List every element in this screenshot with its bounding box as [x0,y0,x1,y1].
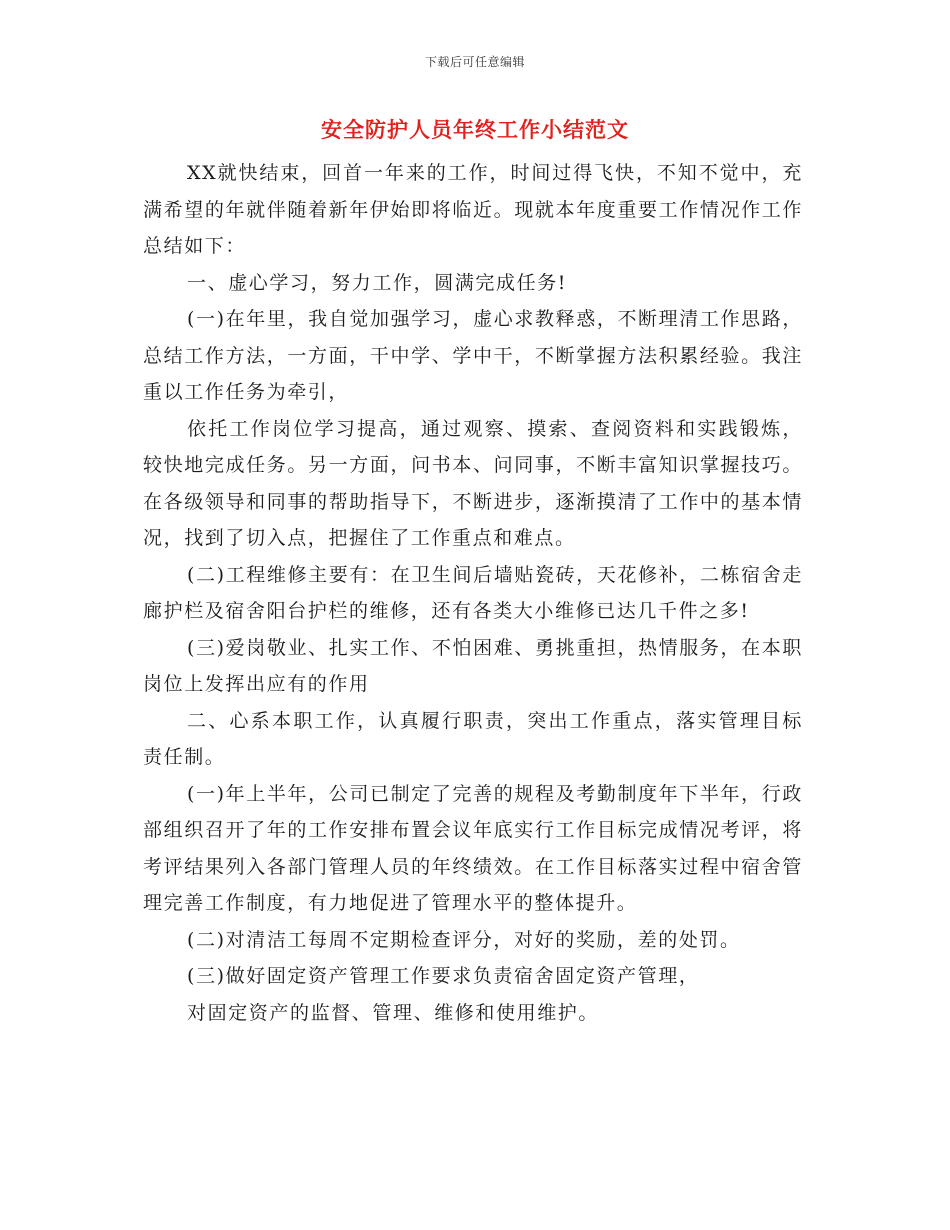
paragraph-1-3: (三)爱岗敬业、扎实工作、不怕困难、勇挑重担，热情服务，在本职岗位上发挥出应有的作用 [143,636,803,695]
paragraph-1-1: (一)在年里，我自觉加强学习，虚心求教释惑，不断理清工作思路，总结工作方法，一方面，干中学、学中干，不断掌握方法积累经验。我注重以工作任务为牵引， [143,308,803,403]
paragraph-2-3: (三)做好固定资产管理工作要求负责宿舍固定资产管理， [187,965,700,987]
paragraph-intro: XX就快结束，回首一年来的工作，时间过得飞快，不知不觉中，充满希望的年就伴随着新年伊始即将临近。现就本年度重要工作情况作工作总结如下： [143,162,803,257]
document-body [143,155,803,1031]
paragraph-1-2: (二)工程维修主要有：在卫生间后墙贴瓷砖，天花修补，二栋宿舍走廊护栏及宿舍阳台护栏的维修，还有各类大小维修已达几千件之多! [143,563,803,622]
paragraph-2-3-continued: 对固定资产的监督、管理、维修和使用维护。 [187,1001,600,1024]
document-title: 安全防护人员年终工作小结范文 [321,117,629,142]
paragraph-2-1: (一)年上半年，公司已制定了完善的规程及考勤制度年下半年，行政部组织召开了年的工作安排布置会议年底实行工作目标完成情况考评，将考评结果列入各部门管理人员的年终绩效。在工作目标落实过程中宿舍管理完善工作制度，有力地促进了管理水平的整体提升。 [143,782,803,914]
paragraph-2-2: (二)对清洁工每周不定期检查评分，对好的奖励，差的处罚。 [187,928,741,951]
section-heading-1: 一、虚心学习，努力工作，圆满完成任务! [187,271,568,294]
page-header-note: 下载后可任意编辑 [424,55,525,69]
section-heading-2: 二、心系本职工作，认真履行职责，突出工作重点，落实管理目标责任制。 [143,709,803,768]
paragraph-1-1-continued: 依托工作岗位学习提高，通过观察、摸索、查阅资料和实践锻炼，较快地完成任务。另一方面，问书本、问同事，不断丰富知识掌握技巧。在各级领导和同事的帮助指导下，不断进步，逐渐摸清了工作中的基本情况，找到了切入点，把握住了工作重点和难点。 [143,417,803,549]
